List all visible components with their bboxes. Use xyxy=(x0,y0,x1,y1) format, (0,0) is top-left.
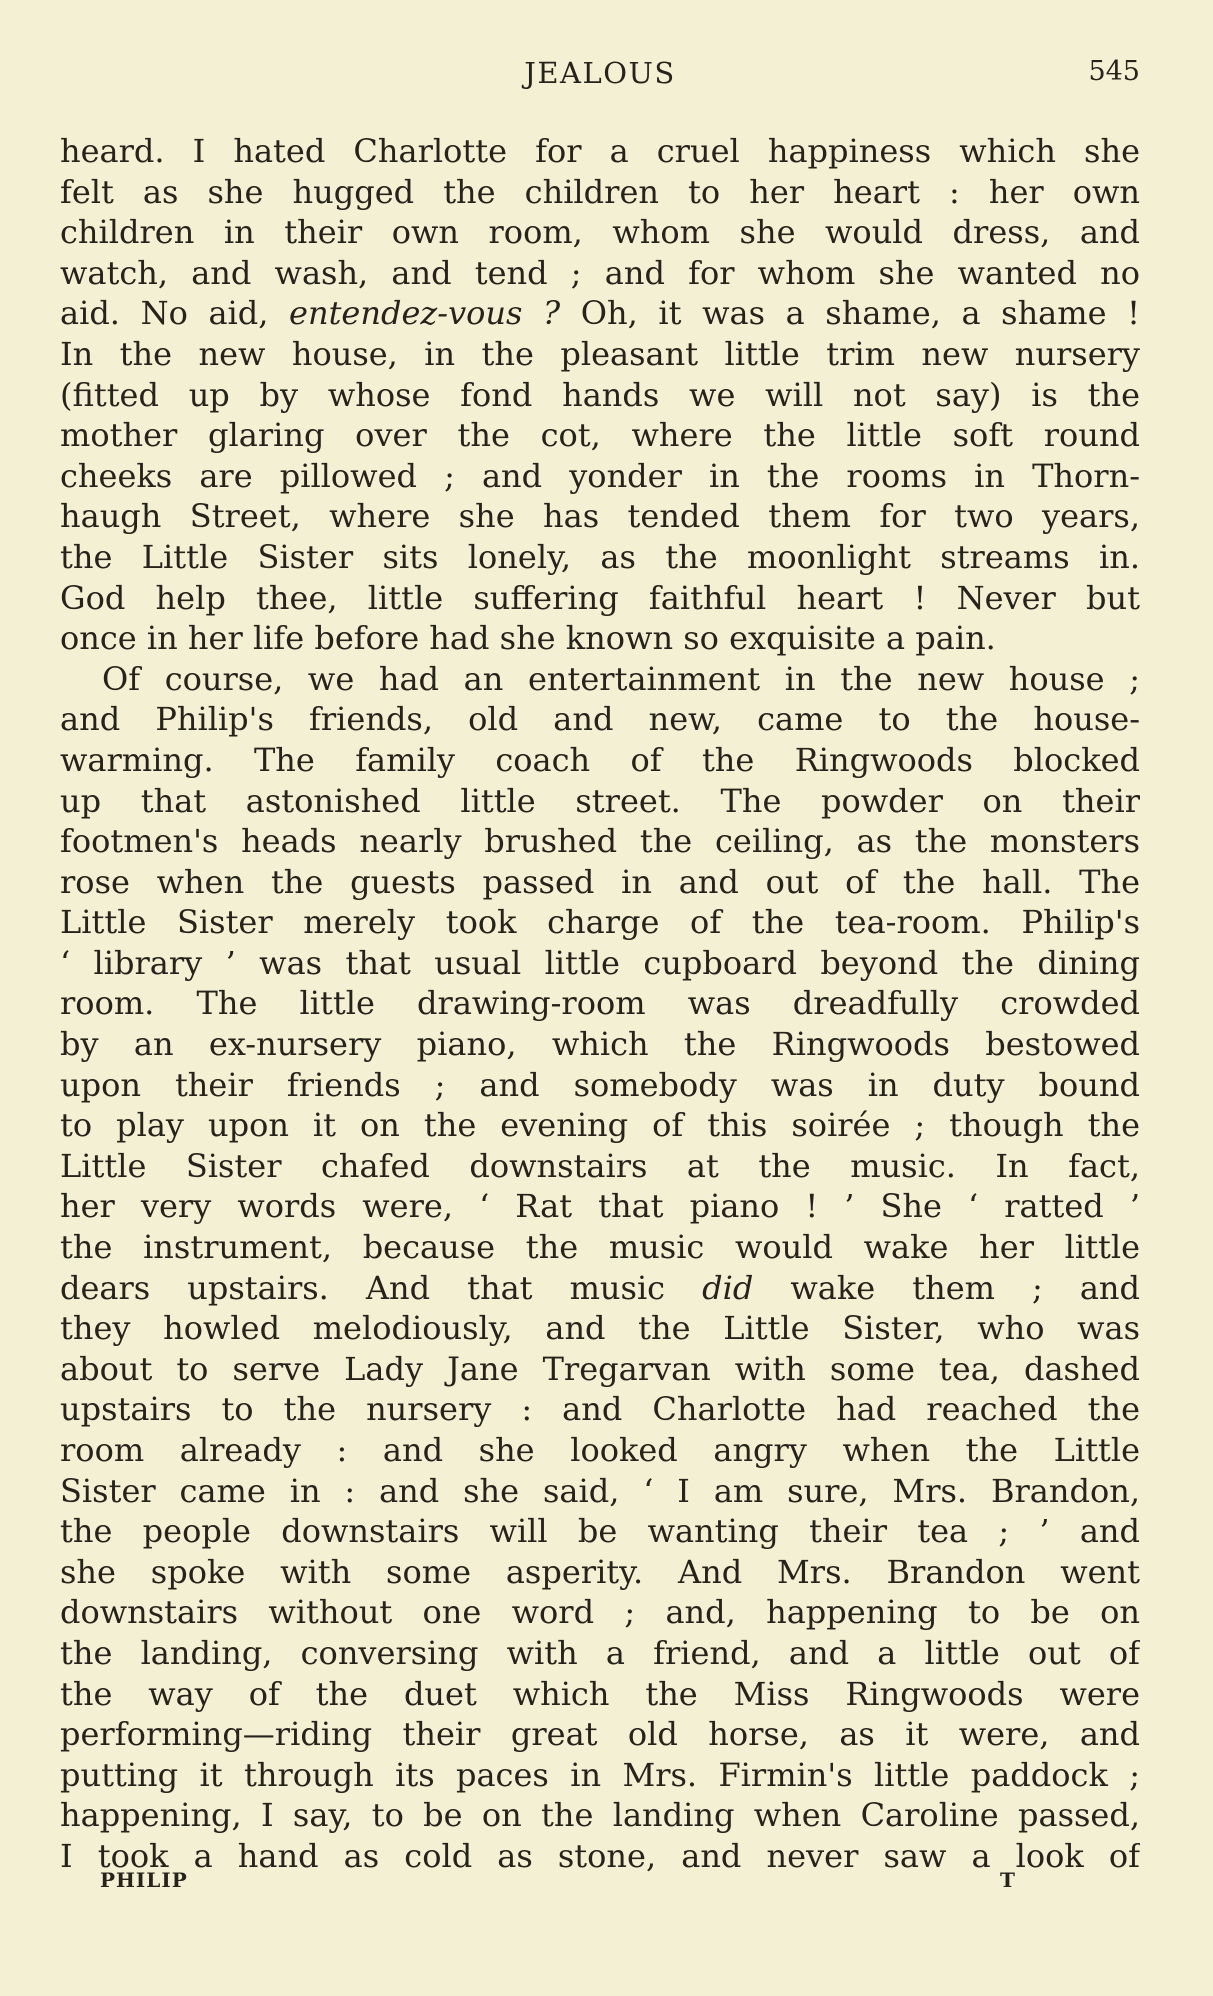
body-text xyxy=(60,131,1140,1877)
running-title: JEALOUS xyxy=(524,56,676,90)
text-line: about to serve Lady Jane Tregarvan with some tea, dashed xyxy=(60,1349,1140,1388)
page-header xyxy=(60,56,1140,98)
text-line: ‘ library ’ was that usual little cupboard beyond the dining xyxy=(60,943,1140,982)
text-line: the instrument, because the music would wake her little xyxy=(60,1228,1140,1267)
text-line: footmen's heads nearly brushed the ceiling, as the monsters xyxy=(60,822,1140,861)
text-line xyxy=(60,1268,1140,1309)
italic-word: did xyxy=(702,1268,754,1307)
text-line: haugh Street, where she has tended them for two years, xyxy=(60,497,1140,536)
text-line: her very words were, ‘ Rat that piano ! ’ She ‘ ratted ’ xyxy=(60,1187,1140,1226)
text-line: watch, and wash, and tend ; and for whom she wanted no xyxy=(60,253,1140,292)
text-line: they howled melodiously, and the Little Sister, who was xyxy=(60,1309,1140,1348)
text-run: wake them ; and xyxy=(753,1268,1140,1307)
text-line: downstairs without one word ; and, happening to be on xyxy=(60,1593,1140,1632)
text-line: mother glaring over the cot, where the little soft round xyxy=(60,416,1140,455)
text-run: aid. No aid, xyxy=(60,294,290,333)
italic-phrase: entendez-vous ? xyxy=(289,294,561,333)
text-line: up that astonished little street. The powder on their xyxy=(60,781,1140,820)
text-line: rose when the guests passed in and out of the hall. The xyxy=(60,862,1140,901)
text-line: children in their own room, whom she would dress, and xyxy=(60,213,1140,252)
text-line: felt as she hugged the children to her heart : her own xyxy=(60,172,1140,211)
text-line: the people downstairs will be wanting their tea ; ’ and xyxy=(60,1512,1140,1551)
text-line: room. The little drawing-room was dreadfully crowded xyxy=(60,984,1140,1023)
signature-mark: T xyxy=(1000,1868,1016,1892)
text-line: happening, I say, to be on the landing when Caroline passed, xyxy=(60,1796,1140,1835)
text-line: cheeks are pillowed ; and yonder in the rooms in Thorn- xyxy=(60,456,1140,495)
signature-label: PHILIP xyxy=(100,1868,188,1892)
text-line: In the new house, in the pleasant little trim new nursery xyxy=(60,334,1140,373)
text-line: I took a hand as cold as stone, and never saw a look of xyxy=(60,1836,1140,1875)
text-line: to play upon it on the evening of this soirée ; though the xyxy=(60,1106,1140,1145)
text-line: Sister came in : and she said, ‘ I am sure, Mrs. Brandon, xyxy=(60,1471,1140,1510)
text-line: Little Sister chafed downstairs at the music. In fact, xyxy=(60,1146,1140,1185)
text-line: the Little Sister sits lonely, as the moonlight streams in. xyxy=(60,537,1140,576)
text-line: putting it through its paces in Mrs. Firmin's little paddock ; xyxy=(60,1755,1140,1794)
text-line: she spoke with some asperity. And Mrs. Brandon went xyxy=(60,1552,1140,1591)
text-line: the landing, conversing with a friend, and a little out of xyxy=(60,1633,1140,1672)
text-line: performing—riding their great old horse, as it were, and xyxy=(60,1715,1140,1754)
text-line: Little Sister merely took charge of the tea-room. Philip's xyxy=(60,903,1140,942)
text-line: the way of the duet which the Miss Ringwoods were xyxy=(60,1674,1140,1713)
text-run: dears upstairs. And that music xyxy=(60,1268,703,1307)
text-line: warming. The family coach of the Ringwoods blocked xyxy=(60,740,1140,779)
page-footer xyxy=(60,1868,1140,1902)
text-line: upstairs to the nursery : and Charlotte had reached the xyxy=(60,1390,1140,1429)
text-line: (fitted up by whose fond hands we will not say) is the xyxy=(60,375,1140,414)
text-line xyxy=(60,293,1140,334)
text-line: room already : and she looked angry when the Little xyxy=(60,1431,1140,1469)
text-line: upon their friends ; and somebody was in duty bound xyxy=(60,1065,1140,1104)
text-run: Oh, it was a shame, a shame ! xyxy=(560,294,1140,333)
text-line: God help thee, little suffering faithful heart ! Never but xyxy=(60,578,1140,617)
text-line: heard. I hated Charlotte for a cruel happiness which she xyxy=(60,132,1140,170)
text-line: by an ex-nursery piano, which the Ringwoods bestowed xyxy=(60,1025,1140,1064)
text-line: once in her life before had she known so exquisite a pain. xyxy=(60,619,996,658)
paragraph-first-line: Of course, we had an entertainment in the new house ; xyxy=(102,659,1140,698)
text-line: and Philip's friends, old and new, came to the house- xyxy=(60,700,1140,739)
page-number: 545 xyxy=(1088,56,1140,87)
